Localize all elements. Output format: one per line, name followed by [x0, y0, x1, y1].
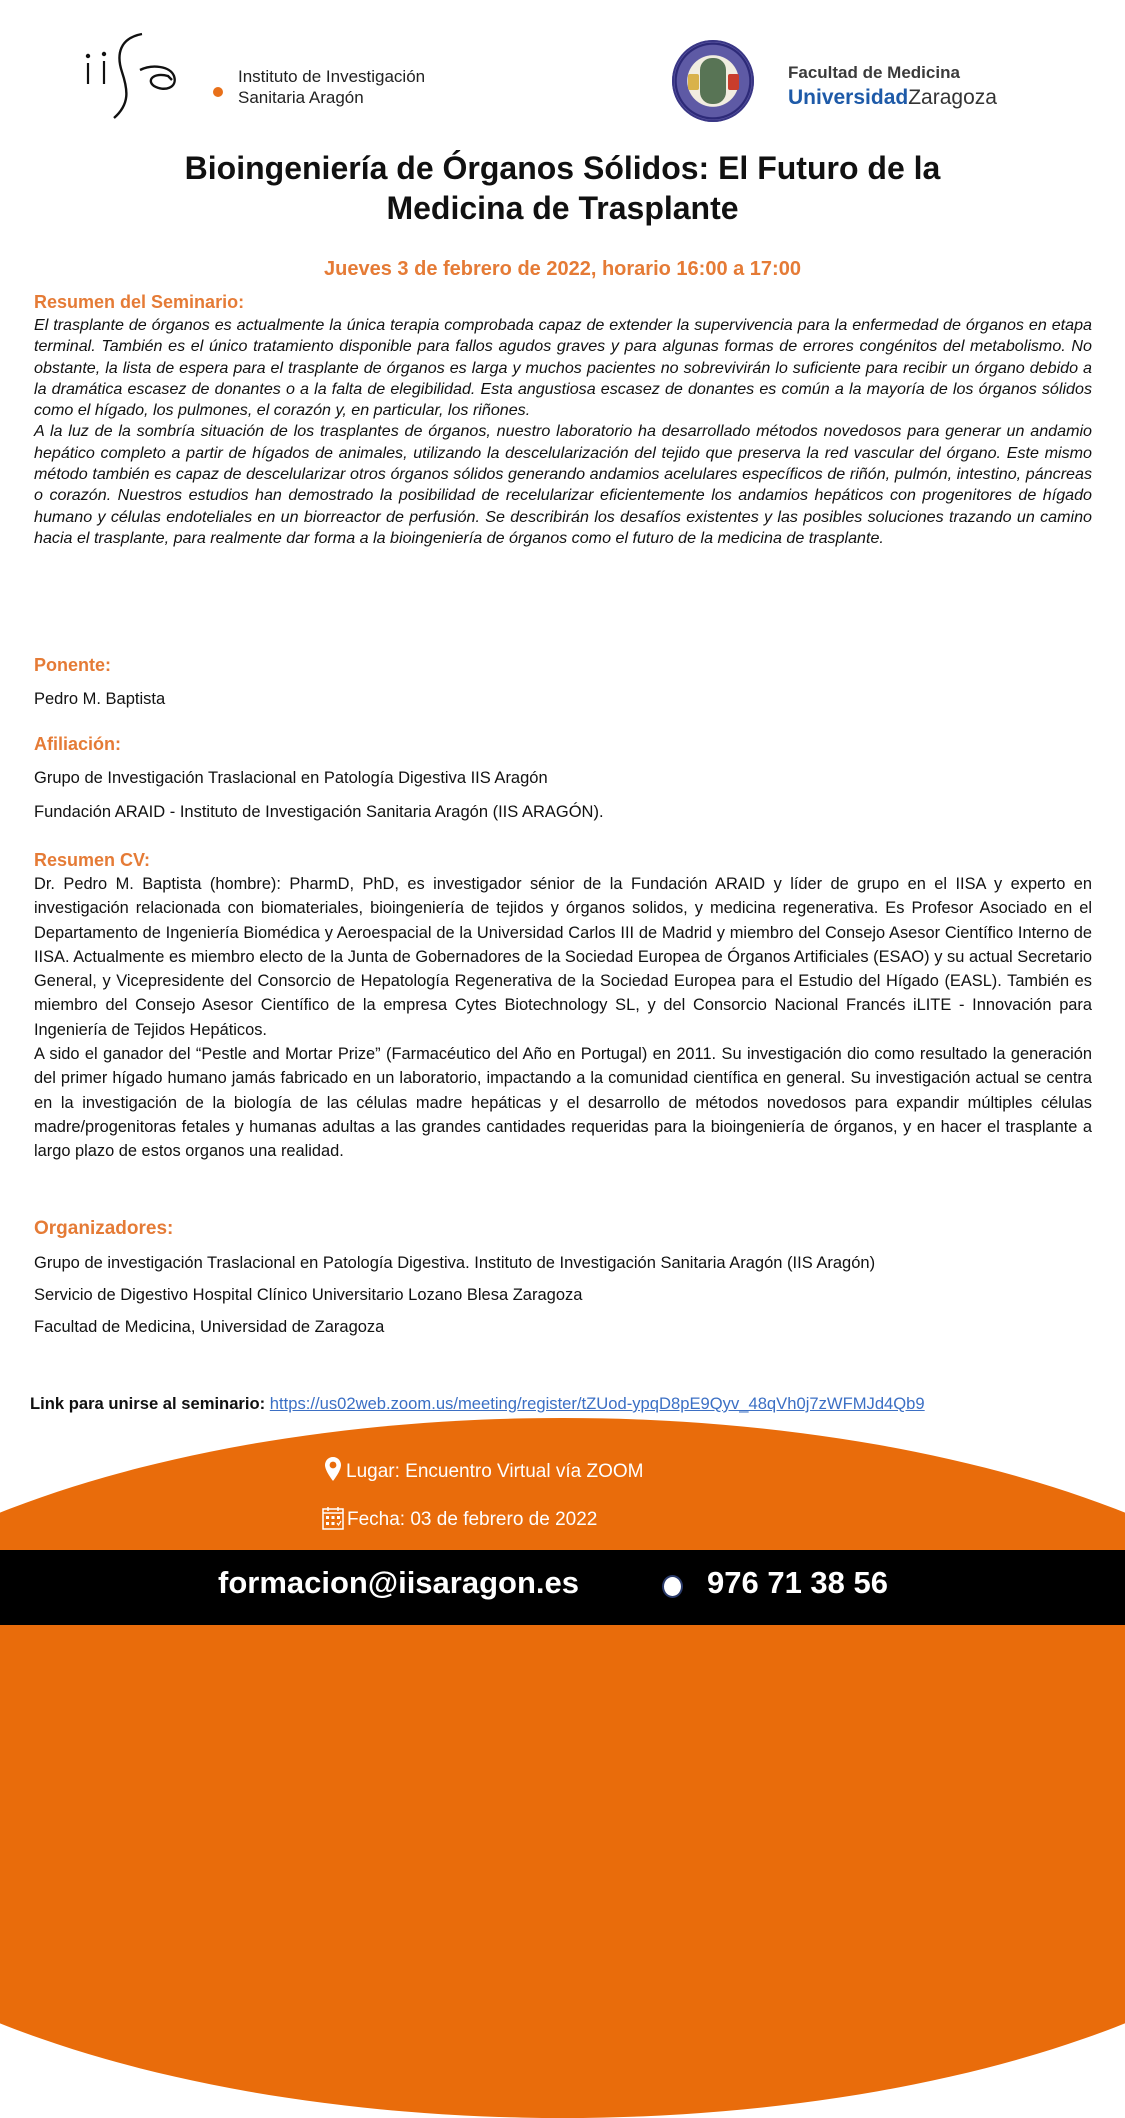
title-line2: Medicina de Trasplante [386, 190, 739, 226]
place-info [324, 1456, 643, 1483]
speaker-heading: Ponente: [34, 655, 112, 675]
iisa-name-line1: Instituto de Investigación [238, 67, 426, 86]
university-name-rest: Zaragoza [908, 86, 997, 109]
organizer-item: Grupo de investigación Traslacional en Patología Digestiva. Instituto de Investigación Sanitaria Aragón (IIS Aragón) [34, 1254, 876, 1272]
join-link-line [30, 1394, 1100, 1414]
affiliation-item: Grupo de Investigación Traslacional en Patología Digestiva IIS Aragón [34, 769, 548, 787]
iisa-logo-mark-icon [80, 32, 220, 122]
iisa-name-line2: Sanitaria Aragón [238, 88, 364, 107]
summary-section [34, 292, 1092, 549]
contact-phone[interactable]: 976 71 38 56 [707, 1565, 889, 1600]
phone-dot-icon [662, 1575, 683, 1598]
affiliation-section [34, 734, 1092, 822]
summary-paragraph-2: A la luz de la sombría situación de los trasplantes de órganos, nuestro laboratorio ha desarrollado métodos novedosos para generar un andamio hepático completo a partir de hígados de animales, utilizando la descelularización del tejido que preserva la red vascular del órgano. Este mismo método también es capaz de descelularizar otros órganos sólidos generando andamios acelulares específicos de riñón, pulmón, intestino, páncreas o corazón. Nuestros estudios han demostrado la posibilidad de recelularizar eficientemente los andamios hepáticos con progenitores de hígado humano y células endoteliales en un biorreactor de perfusión. Se describirán los desafíos existentes y las posibles soluciones trazando un camino hacia el trasplante, para realmente dar forma a la bioingeniería de órganos como el futuro de la medicina de trasplante. [34, 422, 1092, 547]
speaker-name: Pedro M. Baptista [34, 690, 166, 708]
university-name [788, 86, 997, 110]
speaker-section [34, 655, 1092, 709]
header [0, 0, 1125, 140]
zoom-register-link[interactable]: https://us02web.zoom.us/meeting/register/tZUod-ypqD8pE9Qyv_48qVh0j7zWFMJd4Qb9 [269, 1394, 925, 1413]
summary-paragraph-1: El trasplante de órganos es actualmente la única terapia comprobada capaz de extender la supervivencia para la enfermedad de órganos en etapa terminal. También es el único tratamiento disponible para fallos agudos graves y para algunas formas de errores congénitos del metabolismo. No obstante, la lista de espera para el trasplante de órganos es larga y muchos pacientes no sobrevivirán lo suficiente para recibir un órgano debido a la dramática escasez de donantes o a la falta de elegibilidad. Esta angustiosa escasez de donantes es común a la mayoría de los órganos sólidos como el hígado, los pulmones, el corazón y, en particular, los riñones. [34, 316, 1092, 420]
organizers-heading: Organizadores: [34, 1218, 174, 1239]
cv-heading: Resumen CV: [34, 850, 151, 870]
date-text: Fecha: 03 de febrero de 2022 [347, 1509, 598, 1530]
join-label: Link para unirse al seminario: [30, 1394, 266, 1413]
contact-email[interactable]: formacion@iisaragon.es [218, 1565, 579, 1600]
organizer-item: Facultad de Medicina, Universidad de Zaragoza [34, 1318, 385, 1336]
iisa-orange-dot-icon [213, 87, 223, 97]
place-text: Lugar: Encuentro Virtual vía ZOOM [346, 1461, 644, 1482]
affiliation-item: Fundación ARAID - Instituto de Investigación Sanitaria Aragón (IIS ARAGÓN). [34, 803, 604, 821]
calendar-icon [322, 1506, 344, 1530]
cv-section [34, 850, 1092, 1164]
date-info [322, 1506, 597, 1531]
summary-heading: Resumen del Seminario: [34, 292, 245, 312]
iisa-name [238, 66, 425, 108]
faculty-name: Facultad de Medicina [788, 63, 960, 82]
title-line1: Bioingeniería de Órganos Sólidos: El Futuro de la [184, 150, 941, 186]
cv-paragraph-2: A sido el ganador del “Pestle and Mortar Prize” (Farmacéutico del Año en Portugal) en 2011. Su investigación dio como resultado la generación del primer hígado humano jamás fabricado en un laboratorio, impactando a la comunidad científica en general. Su investigación actual se centra en la investigación de la biología de las células madre hepáticas y el desarrollo de métodos novedosos para expandir múltiples células madre/progenitoras fetales y humanas adultas a las grandes cantidades requeridas para la bioingeniería de órganos, y en hacer el trasplante a largo plazo de estos organos una realidad. [34, 1045, 1092, 1161]
affiliation-heading: Afiliación: [34, 734, 122, 754]
page-title [0, 148, 1125, 228]
schedule: Jueves 3 de febrero de 2022, horario 16:00 a 17:00 [324, 258, 801, 280]
iisa-logo [80, 32, 480, 122]
organizers-section [34, 1218, 1092, 1337]
organizer-item: Servicio de Digestivo Hospital Clínico Universitario Lozano Blesa Zaragoza [34, 1286, 583, 1304]
university-seal-icon [672, 40, 754, 122]
cv-paragraph-1: Dr. Pedro M. Baptista (hombre): PharmD, PhD, es investigador sénior de la Fundación ARAID y líder de grupo en el IISA y experto en investigación relacionada con biomateriales, bioingeniería de tejidos y órganos solidos, y medicina regenerativa. Es Profesor Asociado en el Departamento de Ingeniería Biomédica y Aeroespacial de la Universidad Carlos III de Madrid y miembro del Consejo Asesor Científico Interno de IISA. Actualmente es miembro electo de la Junta de Gobernadores de la Sociedad Europea de Órganos Artificiales (ESAO) y su actual Secretario General, y Vicepresidente del Consorcio de Hepatología Regenerativa de la Sociedad Europea para el Estudio del Hígado (EASL). También es miembro del Consejo Asesor Científico de la empresa Cytes Biotechnology SL, y del Consorcio Nacional Francés iLITE - Innovación para Ingeniería de Tejidos Hepáticos. [34, 875, 1092, 1039]
university-name-bold: Universidad [788, 86, 909, 109]
map-pin-icon [324, 1456, 342, 1482]
